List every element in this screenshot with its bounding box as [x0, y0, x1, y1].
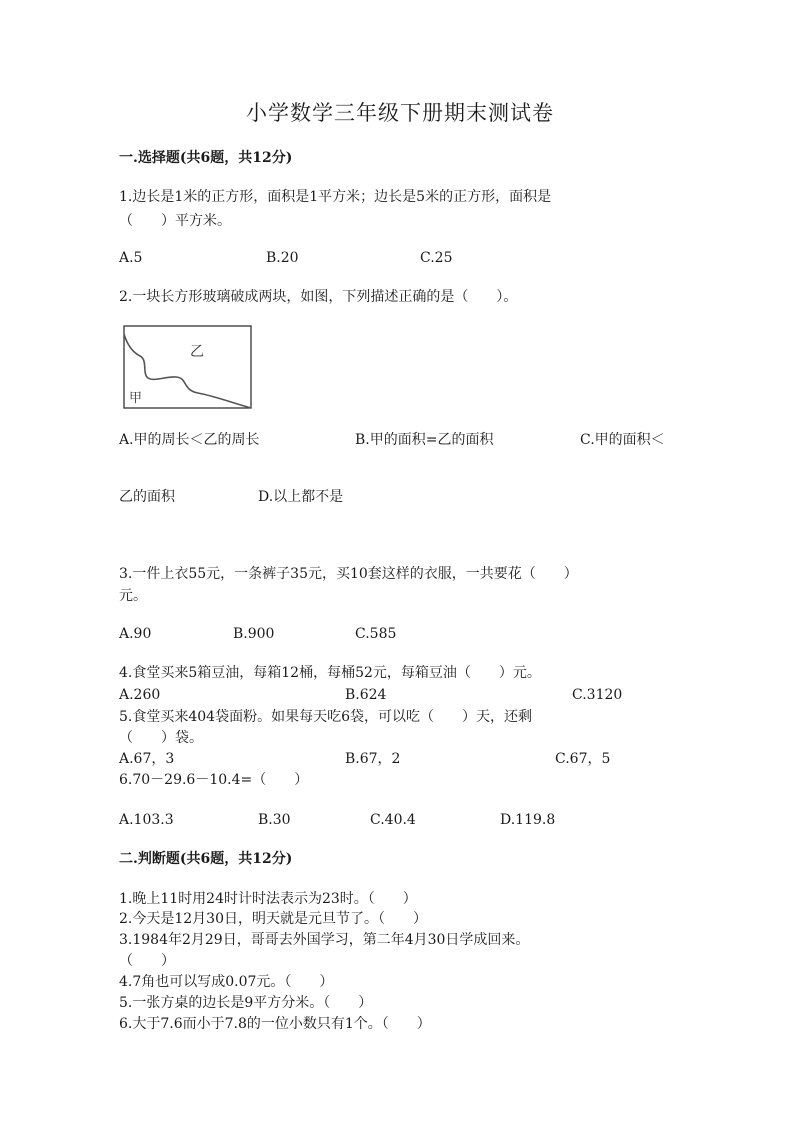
question-3-option-b[interactable]: B.900	[233, 626, 275, 642]
question-2-option-d[interactable]: D.以上都不是	[258, 489, 344, 505]
judge-1: 1.晚上11时用24时计时法表示为23时。（ ）	[119, 891, 417, 907]
glass-figure	[118, 322, 258, 412]
judge-2: 2.今天是12月30日，明天就是元旦节了。（ ）	[119, 911, 427, 927]
question-4-option-c[interactable]: C.3120	[572, 687, 623, 703]
question-1-option-c[interactable]: C.25	[420, 250, 453, 266]
question-2-option-b[interactable]: B.甲的面积=乙的面积	[355, 432, 494, 448]
question-5-option-b[interactable]: B.67，2	[345, 751, 401, 767]
question-6-option-c[interactable]: C.40.4	[370, 812, 416, 828]
question-1-option-b[interactable]: B.20	[266, 250, 299, 266]
question-3-line-2: 元。	[119, 588, 147, 604]
question-3-option-c[interactable]: C.585	[355, 626, 397, 642]
question-3-option-a[interactable]: A.90	[119, 626, 152, 642]
question-1-option-a[interactable]: A.5	[119, 250, 143, 266]
question-4-line-1: 4.食堂买来5箱豆油，每箱12桶，每桶52元，每箱豆油（ ）元。	[119, 665, 541, 681]
question-5-option-c[interactable]: C.67，5	[555, 751, 611, 767]
question-6-line-1: 6.70－29.6－10.4=（ ）	[119, 772, 309, 788]
question-4-option-b[interactable]: B.624	[345, 687, 387, 703]
question-2-option-c[interactable]: C.甲的面积＜	[580, 432, 665, 448]
figure-label-yi: 乙	[190, 344, 204, 360]
question-6-option-a[interactable]: A.103.3	[119, 812, 174, 828]
figure-label-jia: 甲	[129, 391, 143, 406]
section-heading-choice: 一.选择题(共6题，共12分)	[119, 150, 293, 166]
question-1-line-1: 1.边长是1米的正方形，面积是1平方米；边长是5米的正方形，面积是	[119, 189, 552, 205]
question-3-line-1: 3.一件上衣55元，一条裤子35元，买10套这样的衣服，一共要花（ ）	[119, 566, 578, 582]
question-2-option-c-cont[interactable]: 乙的面积	[119, 489, 175, 505]
glass-rectangle	[124, 326, 251, 408]
question-2-option-a[interactable]: A.甲的周长＜乙的周长	[119, 432, 260, 448]
question-2-line-1: 2.一块长方形玻璃破成两块，如图，下列描述正确的是（ ）。	[119, 289, 518, 305]
judge-6: 6.大于7.6而小于7.8的一位小数只有1个。（ ）	[119, 1016, 431, 1032]
section-heading-judge: 二.判断题(共6题，共12分)	[119, 851, 293, 867]
judge-5: 5.一张方桌的边长是9平方分米。（ ）	[119, 995, 373, 1011]
question-5-option-a[interactable]: A.67，3	[119, 751, 175, 767]
question-6-option-b[interactable]: B.30	[258, 812, 291, 828]
question-5-line-2: （ ）袋。	[119, 730, 203, 746]
question-6-option-d[interactable]: D.119.8	[500, 812, 556, 828]
judge-3-line-1: 3.1984年2月29日，哥哥去外国学习，第二年4月30日学成回来。	[119, 932, 530, 948]
judge-4: 4.7角也可以写成0.07元。（ ）	[119, 974, 334, 990]
question-4-option-a[interactable]: A.260	[119, 687, 161, 703]
judge-3-line-2: （ ）	[119, 953, 175, 969]
question-1-line-2: （ ）平方米。	[119, 213, 231, 229]
question-5-line-1: 5.食堂买来404袋面粉。如果每天吃6袋，可以吃（ ）天，还剩	[119, 709, 532, 725]
page-title: 小学数学三年级下册期末测试卷	[246, 101, 554, 125]
